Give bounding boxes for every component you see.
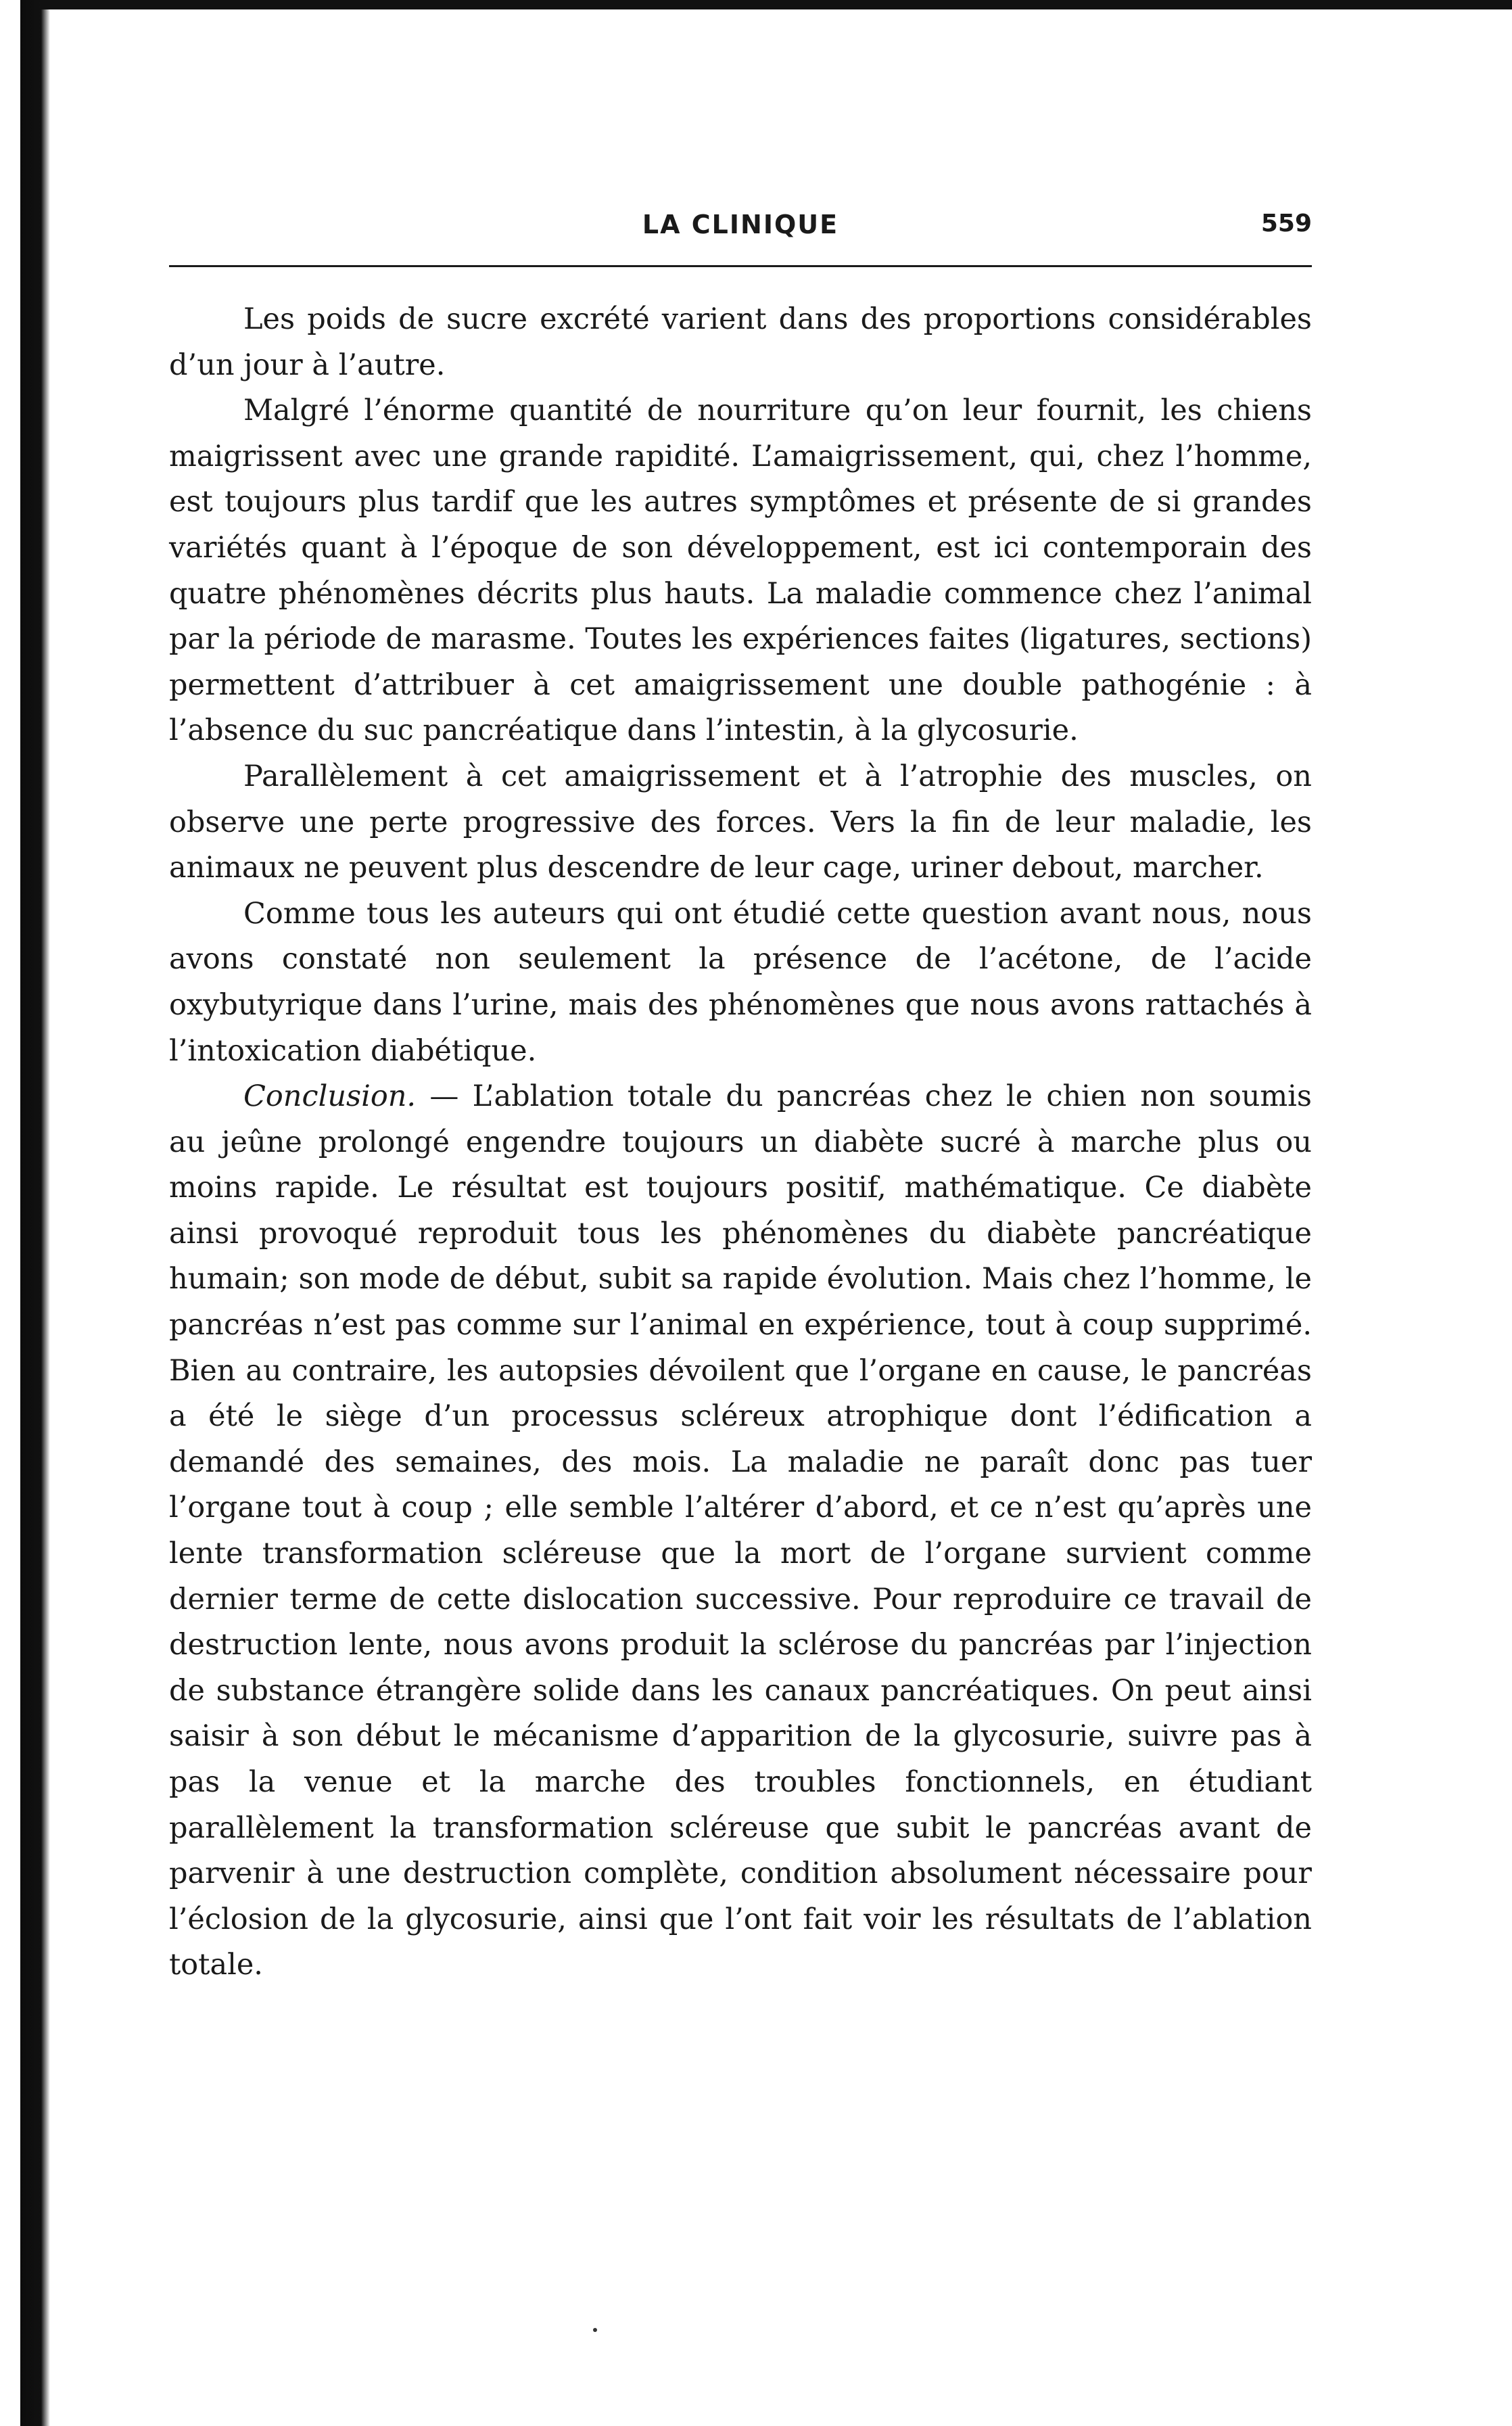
scan-edge-top: [20, 0, 1512, 9]
paragraph: Malgré l’énorme quantité de nourriture qu’on leur fournit, les chiens maigrissent avec une grande rapidité. L’amaigrissement, qui, chez l’homme, est toujours plus tardif que les autres symptômes et présente de si grandes variétés quant à l’époque de son développement, est ici contemporain des quatre phénomènes décrits plus hauts. La maladie commence chez l’animal par la période de marasme. Toutes les expériences faites (ligatures, sections) permettent d’attribuer à cet amaigrissement une double pathogénie : à l’absence du suc pancréatique dans l’intestin, à la glycosurie.: [169, 394, 1312, 748]
page-header: [169, 203, 1312, 250]
page-number: 559: [1260, 210, 1312, 237]
paragraph: Les poids de sucre excrété varient dans des proportions considérables d’un jour à l’autre.: [169, 302, 1312, 382]
book-page: [169, 203, 1312, 1988]
conclusion-paragraph: [169, 1074, 1312, 1988]
body-text: [169, 297, 1312, 1988]
paragraph: Comme tous les auteurs qui ont étudié cette question avant nous, nous avons constaté non seulement la présence de l’acétone, de l’acide oxybutyrique dans l’urine, mais des phénomènes que nous avons rattachés à l’intoxication diabétique.: [169, 896, 1312, 1068]
scan-speck: [593, 2328, 597, 2332]
running-title: LA CLINIQUE: [642, 210, 839, 239]
header-rule: [169, 265, 1312, 267]
paragraph: Parallèlement à cet amaigrissement et à l’atrophie des muscles, on observe une perte progressive des forces. Vers la fin de leur maladie, les animaux ne peuvent plus descendre de leur cage, uriner debout, marcher.: [169, 759, 1312, 885]
scan-edge-left: [20, 0, 50, 2426]
conclusion-text: — L’ablation totale du pancréas chez le chien non soumis au jeûne prolongé engendre toujours un diabète sucré à marche plus ou moins rapide. Le résultat est toujours positif, mathématique. Ce diabète ainsi provoqué reproduit tous les phénomènes du diabète pancréatique humain; son mode de début, subit sa rapide évolution. Mais chez l’homme, le pancréas n’est pas comme sur l’animal en expérience, tout à coup supprimé. Bien au contraire, les autopsies dévoilent que l’organe en cause, le pancréas a été le siège d’un processus scléreux atrophique dont l’édification a demandé des semaines, des mois. La maladie ne paraît donc pas tuer l’organe tout à coup ; elle semble l’altérer d’abord, et ce n’est qu’après une lente transformation scléreuse que la mort de l’organe survient comme dernier terme de cette dislocation successive. Pour reproduire ce travail de destruction lente, nous avons produit la sclérose du pancréas par l’injection de substance étrangère solide dans les canaux pancréatiques. On peut ainsi saisir à son début le mécanisme d’apparition de la glycosurie, suivre pas à pas la venue et la marche des troubles fonctionnels, en étudiant parallèlement la transformation scléreuse que subit le pancréas avant de parvenir à une destruction complète, condition absolument nécessaire pour l’éclosion de la glycosurie, ainsi que l’ont fait voir les résultats de l’ablation totale.: [169, 1079, 1312, 1982]
conclusion-label: Conclusion.: [243, 1079, 417, 1114]
